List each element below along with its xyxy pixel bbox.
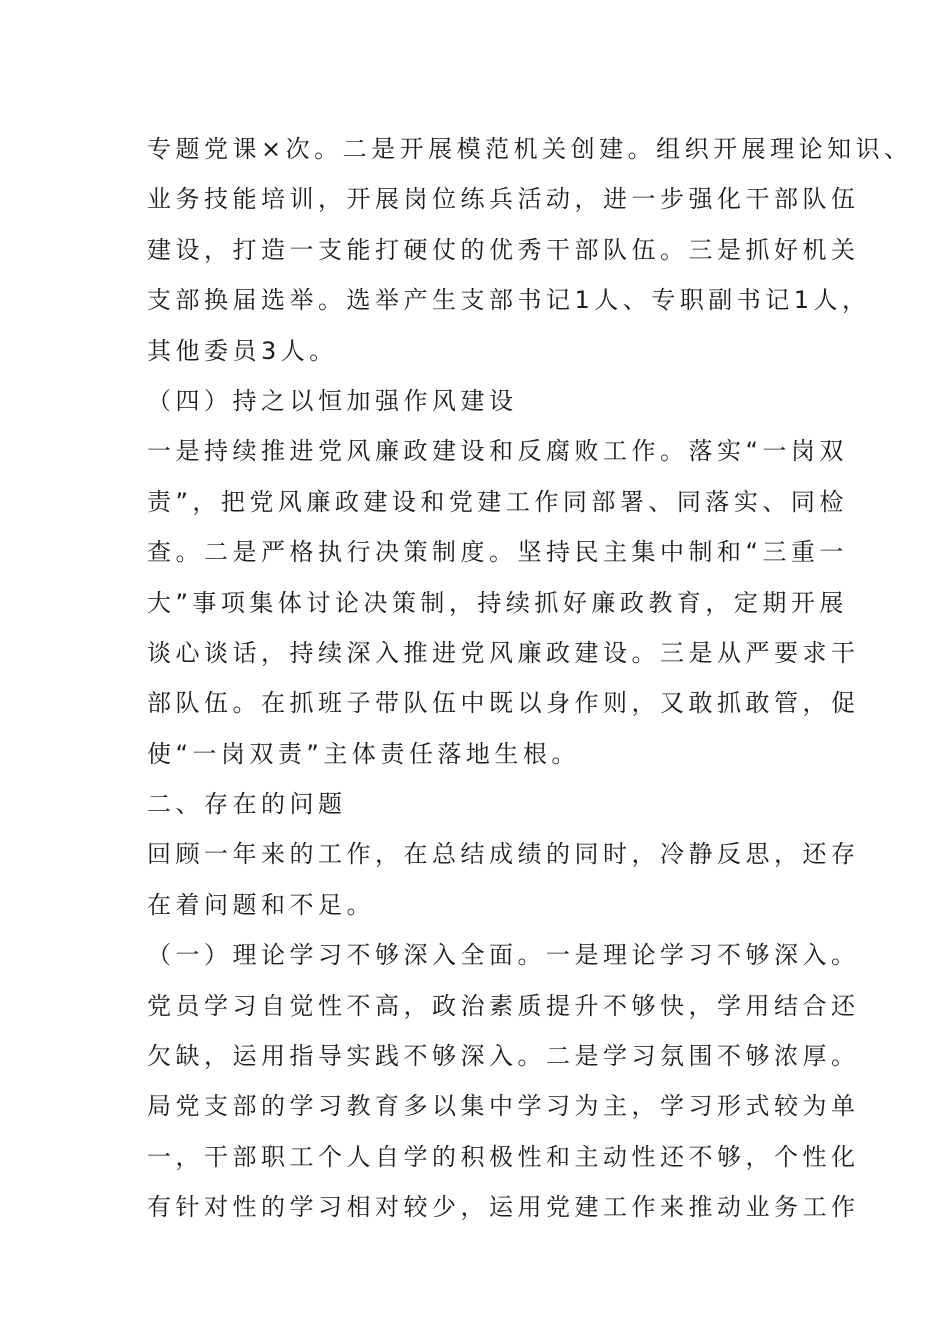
body-line: 责”，把党风廉政建设和党建工作同部署、同落实、同检	[147, 487, 848, 516]
body-line: 使“一岗双责”主体责任落地生根。	[147, 739, 580, 768]
body-line: 一是持续推进党风廉政建设和反腐败工作。落实“一岗双	[147, 437, 848, 466]
body-line: 一，干部职工个人自学的积极性和主动性还不够，个性化	[147, 1142, 860, 1171]
body-line: 回顾一年来的工作，在总结成绩的同时，冷静反思，还存	[147, 840, 860, 869]
body-line: （一）理论学习不够深入全面。一是理论学习不够深入。	[147, 941, 860, 970]
body-line: 支部换届选举。选举产生支部书记1人、专职副书记1人，	[147, 286, 871, 315]
section-heading-problems: 二、存在的问题	[147, 790, 347, 819]
body-line: 在着问题和不足。	[147, 890, 375, 919]
body-line: 谈心谈话，持续深入推进党风廉政建设。三是从严要求干	[147, 638, 860, 667]
body-line: 大”事项集体讨论决策制，持续抓好廉政教育，定期开展	[147, 588, 848, 617]
body-line: 其他委员3人。	[147, 336, 338, 365]
body-line: 欠缺，运用指导实践不够深入。二是学习氛围不够浓厚。	[147, 1042, 860, 1071]
body-line: 部队伍。在抓班子带队伍中既以身作则，又敢抓敢管，促	[147, 689, 860, 718]
document-body	[147, 124, 913, 1233]
section-heading-4: （四）持之以恒加强作风建设	[147, 386, 518, 415]
body-line: 业务技能培训，开展岗位练兵活动，进一步强化干部队伍	[147, 185, 860, 214]
body-line: 查。二是严格执行决策制度。坚持民主集中制和“三重一	[147, 538, 848, 567]
body-line: 专题党课×次。二是开展模范机关创建。组织开展理论知识、	[147, 135, 913, 163]
body-line: 有针对性的学习相对较少，运用党建工作来推动业务工作	[147, 1193, 860, 1222]
body-line: 局党支部的学习教育多以集中学习为主，学习形式较为单	[147, 1092, 860, 1121]
body-line: 党员学习自觉性不高，政治素质提升不够快，学用结合还	[147, 991, 860, 1020]
body-line: 建设，打造一支能打硬仗的优秀干部队伍。三是抓好机关	[147, 235, 860, 264]
